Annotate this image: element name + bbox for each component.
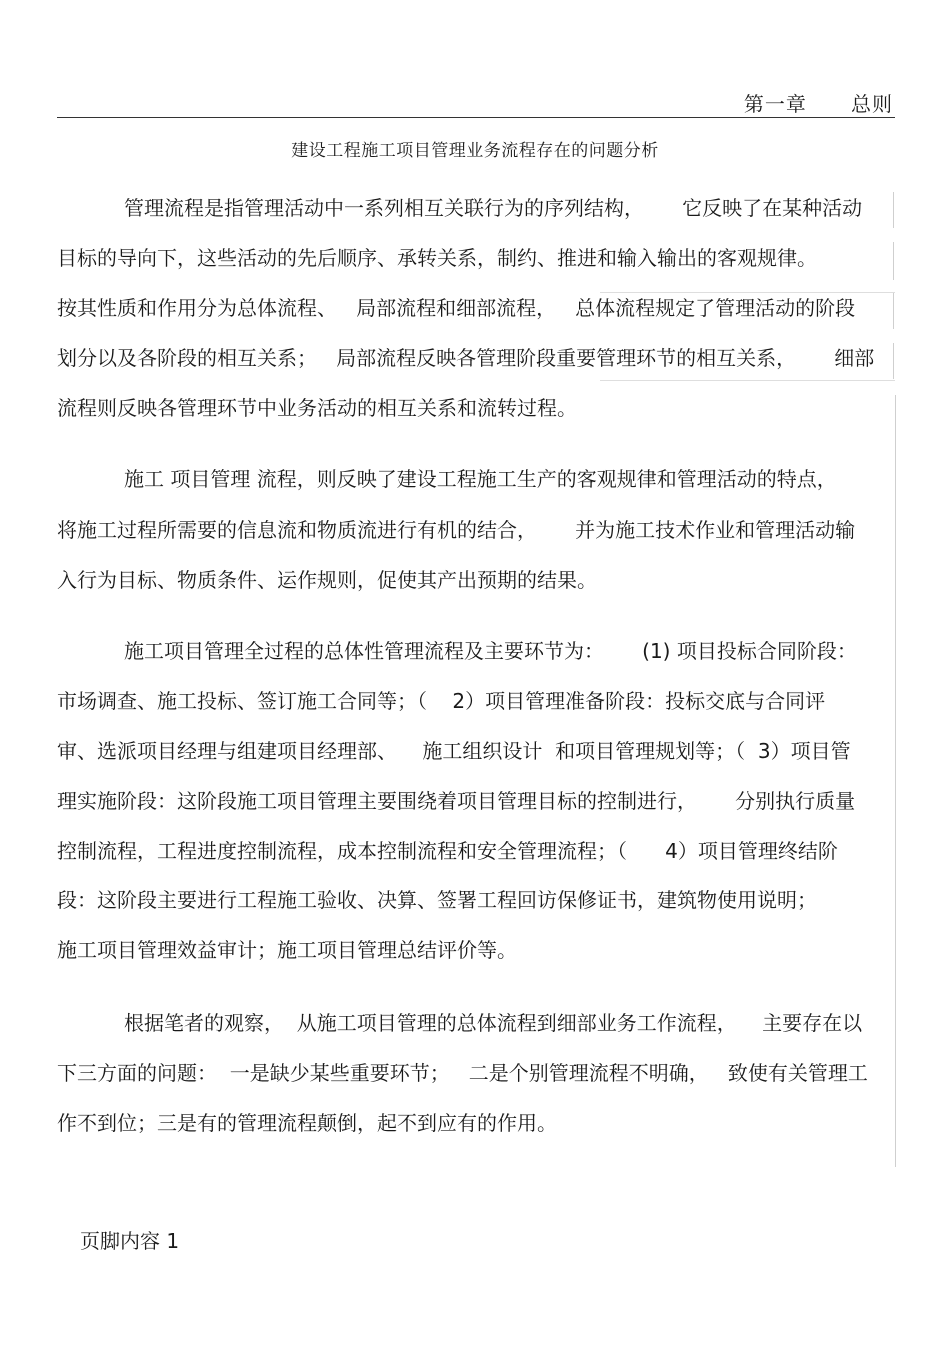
paragraph-line: 按其性质和作用分为总体流程、 局部流程和细部流程， 总体流程规定了管理活动的阶段 xyxy=(57,296,856,320)
chapter-header: 第一章 总则 xyxy=(743,92,893,116)
document-title: 建设工程施工项目管理业务流程存在的问题分析 xyxy=(291,141,659,161)
paragraph-line: 划分以及各阶段的相互关系； 局部流程反映各管理阶段重要管理环节的相互关系， 细部 xyxy=(57,346,875,370)
page-footer: 页脚内容 1 xyxy=(80,1229,180,1253)
margin-artifact-line xyxy=(893,293,894,329)
paragraph-line: 市场调查、施工投标、签订施工合同等；（ 2）项目管理准备阶段：投标交底与合同评 xyxy=(57,689,826,713)
paragraph-line: 施工项目管理全过程的总体性管理流程及主要环节为： (1) 项目投标合同阶段： xyxy=(124,639,857,663)
paragraph-line: 将施工过程所需要的信息流和物质流进行有机的结合， 并为施工技术作业和管理活动输 xyxy=(57,518,856,542)
paragraph-line: 施工 项目管理 流程，则反映了建设工程施工生产的客观规律和管理活动的特点， xyxy=(124,467,837,491)
margin-artifact-line xyxy=(893,343,894,379)
paragraph-line: 段：这阶段主要进行工程施工验收、决算、签署工程回访保修证书，建筑物使用说明； xyxy=(57,888,817,912)
paragraph-line: 作不到位；三是有的管理流程颠倒，起不到应有的作用。 xyxy=(57,1111,557,1135)
paragraph-line: 流程则反映各管理环节中业务活动的相互关系和流转过程。 xyxy=(57,396,577,420)
paragraph-line: 入行为目标、物质条件、运作规则，促使其产出预期的结果。 xyxy=(57,568,597,592)
header-divider xyxy=(57,117,895,118)
paragraph-line: 理实施阶段：这阶段施工项目管理主要围绕着项目管理目标的控制进行， 分别执行质量 xyxy=(57,789,856,813)
margin-artifact-line xyxy=(895,395,896,1167)
paragraph-line: 施工项目管理效益审计；施工项目管理总结评价等。 xyxy=(57,938,517,962)
margin-artifact-line xyxy=(600,380,895,381)
paragraph-line: 管理流程是指管理活动中一系列相互关联行为的序列结构， 它反映了在某种活动 xyxy=(124,196,863,220)
margin-artifact-line xyxy=(600,292,895,293)
margin-artifact-line xyxy=(893,242,894,280)
paragraph-line: 审、选派项目经理与组建项目经理部、 施工组织设计 和项目管理规划等；（ 3）项目管 xyxy=(57,739,851,763)
margin-artifact-line xyxy=(893,192,894,228)
paragraph-line: 下三方面的问题： 一是缺少某些重要环节； 二是个别管理流程不明确， 致使有关管理工 xyxy=(57,1061,868,1085)
paragraph-line: 控制流程，工程进度控制流程，成本控制流程和安全管理流程；（ 4）项目管理终结阶 xyxy=(57,839,838,863)
paragraph-line: 根据笔者的观察， 从施工项目管理的总体流程到细部业务工作流程， 主要存在以 xyxy=(124,1011,863,1035)
paragraph-line: 目标的导向下，这些活动的先后顺序、承转关系，制约、推进和输入输出的客观规律。 xyxy=(57,246,817,270)
